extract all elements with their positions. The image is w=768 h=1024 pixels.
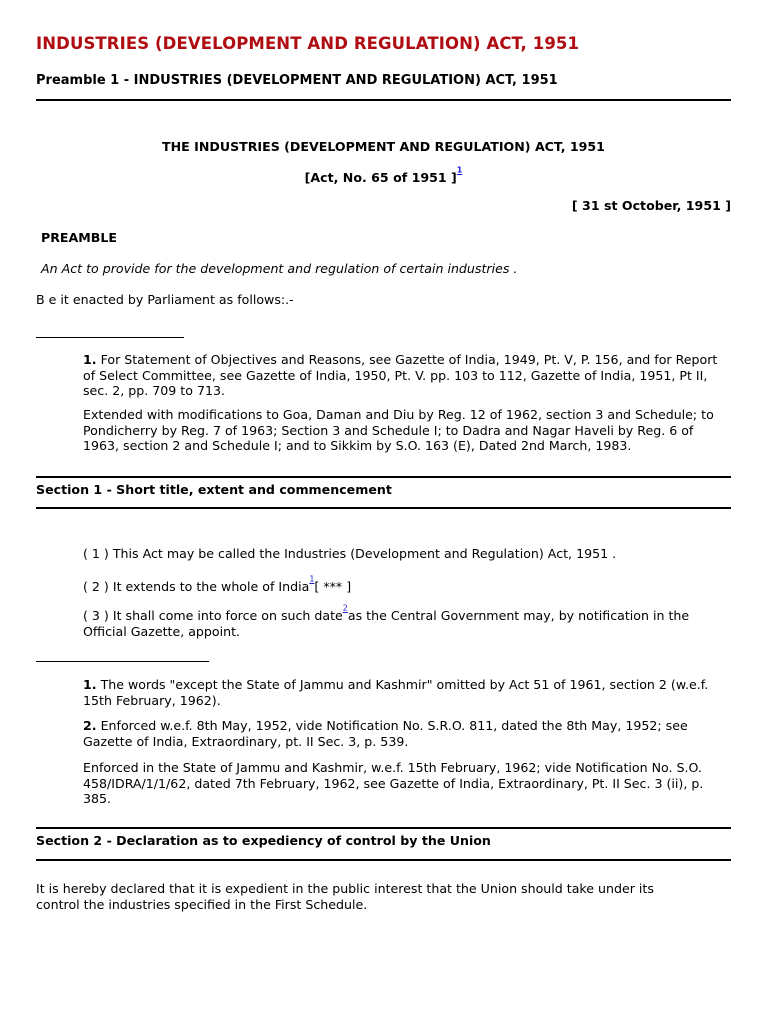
clause-3-footnote-link[interactable]: 2 <box>342 603 348 613</box>
footnote-item <box>83 407 731 454</box>
footnote-text: Enforced w.e.f. 8th May, 1952, vide Notification No. S.R.O. 811, dated the 8th May, 1952; see Gazette of India, Extraordinary, pt. II Sec. 3, p. 539. <box>83 718 688 749</box>
section-2-text: It is hereby declared that it is expedient in the public interest that the Union should take under its control the industries specified in the First Schedule. <box>36 881 654 912</box>
clause-text: ( 3 ) It shall come into force on such date <box>83 608 343 624</box>
divider <box>36 507 731 509</box>
clause-2-footnote-link[interactable]: 1 <box>309 574 315 584</box>
divider <box>36 476 731 478</box>
footnote-separator <box>36 337 184 338</box>
section-1-clause-1: ( 1 ) This Act may be called the Industries (Development and Regulation) Act, 1951 . <box>83 546 617 561</box>
footnote-number: 1. <box>83 352 97 367</box>
divider <box>36 99 731 101</box>
footnote-text: The words "except the State of Jammu and Kashmir" omitted by Act 51 of 1961, section 2 (w.e.f. 15th February, 1962). <box>83 677 709 708</box>
divider <box>36 827 731 829</box>
footnote-text: For Statement of Objectives and Reasons, see Gazette of India, 1949, Pt. V, P. 156, and for Report of Select Committee, see Gazette of India, 1950, Pt. V. pp. 103 to 112, Gazette of India, 1951, Pt II, sec. 2, pp. 709 to 713. <box>83 352 718 398</box>
footnote-number: 1. <box>83 677 97 692</box>
clause-text: [ *** ] <box>314 579 352 595</box>
document-title: INDUSTRIES (DEVELOPMENT AND REGULATION) ACT, 1951 <box>36 34 580 53</box>
footnote-text: Extended with modifications to Goa, Daman and Diu by Reg. 12 of 1962, section 3 and Schedule; to Pondicherry by Reg. 7 of 1963; Section 3 and Schedule I; to Dadra and Nagar Haveli by Reg. 6 of 1963, section 2 and Schedule I; and to Sikkim by S.O. 163 (E), Dated 2nd March, 1983. <box>83 407 714 453</box>
section-1-clause-2 <box>83 576 731 595</box>
preamble-heading: Preamble 1 - INDUSTRIES (DEVELOPMENT AND REGULATION) ACT, 1951 <box>36 73 558 88</box>
preamble-label: PREAMBLE <box>41 230 118 245</box>
section-1-clause-3 <box>83 605 731 639</box>
section-2-heading: Section 2 - Declaration as to expediency of control by the Union <box>36 833 491 848</box>
enacting-clause: B e it enacted by Parliament as follows:.- <box>36 292 294 307</box>
footnote-item <box>83 352 731 399</box>
section-1-heading: Section 1 - Short title, extent and commencement <box>36 482 392 497</box>
footnote-separator <box>36 661 209 662</box>
footnote-item <box>83 760 731 807</box>
act-date: [ 31 st October, 1951 ] <box>571 198 731 213</box>
footnote-number: 2. <box>83 718 97 733</box>
footnote-item <box>83 718 731 749</box>
act-title: THE INDUSTRIES (DEVELOPMENT AND REGULATION) ACT, 1951 <box>162 139 605 154</box>
footnote-text: Enforced in the State of Jammu and Kashmir, w.e.f. 15th February, 1962; vide Notification No. S.O. 458/IDRA/1/1/62, dated 7th February, 1962, see Gazette of India, Extraordinary, Pt. II Sec. 3 (ii), p. 385. <box>83 760 704 806</box>
clause-text: ( 2 ) It extends to the whole of India <box>83 579 310 595</box>
act-number-text: [Act, No. 65 of 1951 ] <box>304 170 457 186</box>
clause-text: as the Central Government may, by notification in the Official Gazette, appoint. <box>83 608 690 639</box>
footnote-item <box>83 677 731 708</box>
act-number <box>36 165 731 186</box>
preamble-text: An Act to provide for the development and regulation of certain industries . <box>41 261 518 276</box>
act-number-footnote-link[interactable]: 1 <box>456 165 463 175</box>
divider <box>36 859 731 861</box>
